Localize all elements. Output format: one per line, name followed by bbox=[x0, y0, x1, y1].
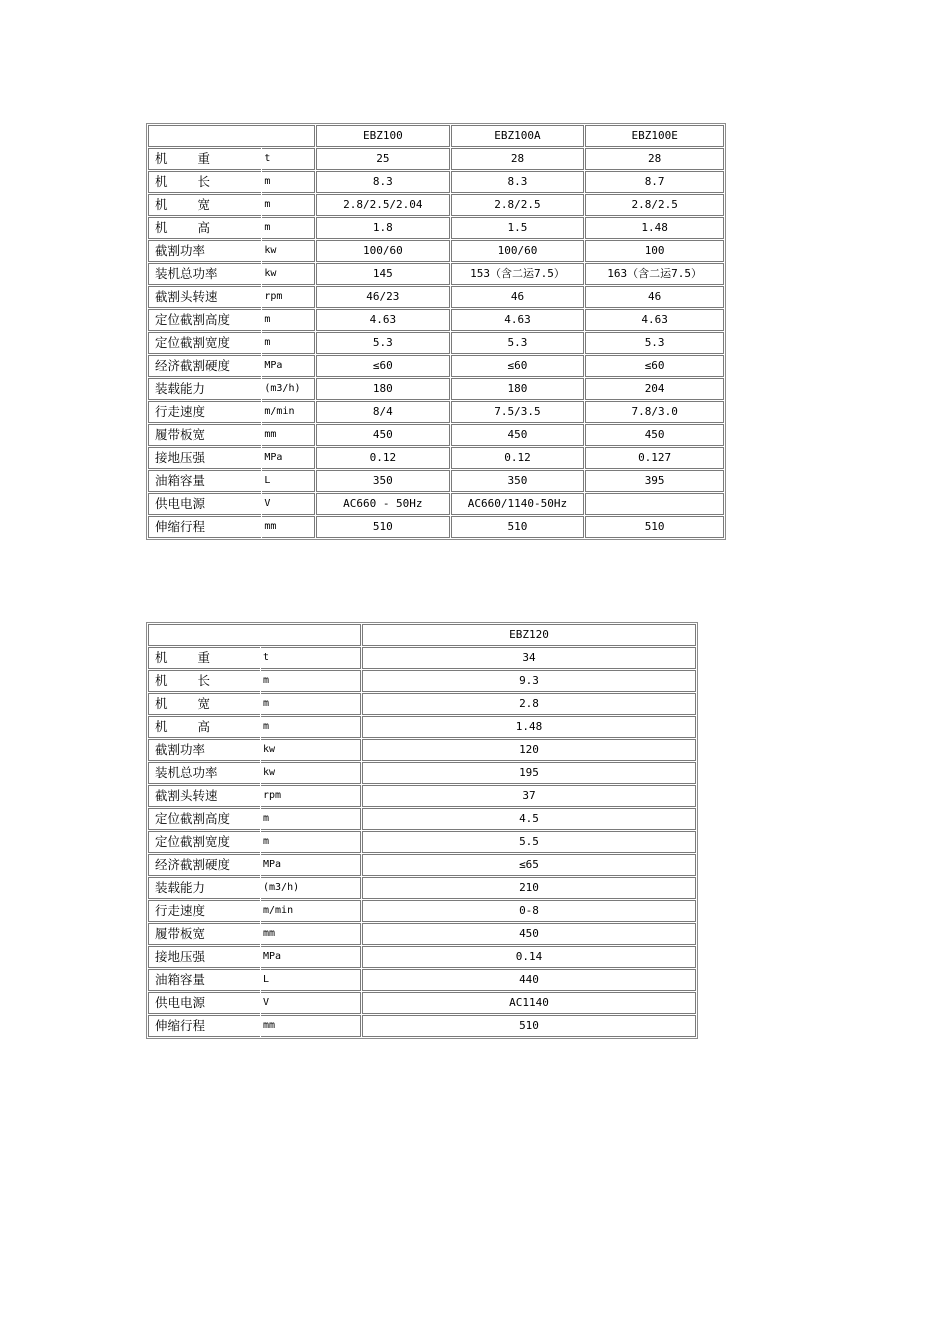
unit-label: m bbox=[262, 332, 315, 354]
unit-label: MPa bbox=[262, 447, 315, 469]
value-cell: 4.5 bbox=[362, 808, 696, 830]
unit-label: m bbox=[262, 171, 315, 193]
unit-label: m bbox=[261, 693, 361, 715]
model-header: EBZ100A bbox=[451, 125, 585, 147]
value-cell: AC660/1140-50Hz bbox=[451, 493, 585, 515]
value-cell: ≤60 bbox=[585, 355, 724, 377]
value-cell: AC660 - 50Hz bbox=[316, 493, 450, 515]
value-cell: 4.63 bbox=[316, 309, 450, 331]
unit-label: rpm bbox=[261, 785, 361, 807]
value-cell: 1.48 bbox=[585, 217, 724, 239]
parameter-label: 机 重 bbox=[148, 647, 260, 669]
value-cell: 153（含二运7.5） bbox=[451, 263, 585, 285]
value-cell: 0.14 bbox=[362, 946, 696, 968]
value-cell: 8.3 bbox=[316, 171, 450, 193]
table-row bbox=[148, 877, 696, 899]
table-row bbox=[148, 332, 724, 354]
unit-label: mm bbox=[262, 424, 315, 446]
unit-label: m bbox=[261, 831, 361, 853]
table-row bbox=[148, 716, 696, 738]
unit-label: mm bbox=[261, 923, 361, 945]
unit-label: m bbox=[262, 309, 315, 331]
value-cell: 46/23 bbox=[316, 286, 450, 308]
value-cell: 7.5/3.5 bbox=[451, 401, 585, 423]
unit-label: kw bbox=[261, 739, 361, 761]
table-row bbox=[148, 447, 724, 469]
unit-label: (m3/h) bbox=[261, 877, 361, 899]
parameter-label: 履带板宽 bbox=[148, 923, 260, 945]
value-cell: 8.3 bbox=[451, 171, 585, 193]
parameter-label: 供电电源 bbox=[148, 493, 261, 515]
value-cell: 7.8/3.0 bbox=[585, 401, 724, 423]
parameter-label: 经济截割硬度 bbox=[148, 854, 260, 876]
value-cell: ≤60 bbox=[451, 355, 585, 377]
unit-label: kw bbox=[262, 263, 315, 285]
value-cell: 450 bbox=[362, 923, 696, 945]
value-cell: 145 bbox=[316, 263, 450, 285]
value-cell: 163（含二运7.5） bbox=[585, 263, 724, 285]
table-row bbox=[148, 401, 724, 423]
parameter-label: 接地压强 bbox=[148, 447, 261, 469]
value-cell: 195 bbox=[362, 762, 696, 784]
table-row bbox=[148, 831, 696, 853]
spec-table-ebz100-series bbox=[146, 123, 726, 540]
header-row bbox=[148, 624, 696, 646]
value-cell: 2.8/2.5 bbox=[585, 194, 724, 216]
value-cell: AC1140 bbox=[362, 992, 696, 1014]
model-header: EBZ100E bbox=[585, 125, 724, 147]
value-cell: 1.5 bbox=[451, 217, 585, 239]
parameter-label: 接地压强 bbox=[148, 946, 260, 968]
unit-label: t bbox=[261, 647, 361, 669]
parameter-label: 履带板宽 bbox=[148, 424, 261, 446]
unit-label: m bbox=[261, 716, 361, 738]
value-cell: 350 bbox=[316, 470, 450, 492]
unit-label: m bbox=[261, 670, 361, 692]
value-cell: 395 bbox=[585, 470, 724, 492]
value-cell: 100 bbox=[585, 240, 724, 262]
parameter-label: 装机总功率 bbox=[148, 263, 261, 285]
unit-label: V bbox=[261, 992, 361, 1014]
value-cell: 4.63 bbox=[585, 309, 724, 331]
value-cell: ≤65 bbox=[362, 854, 696, 876]
value-cell: 5.5 bbox=[362, 831, 696, 853]
value-cell: ≤60 bbox=[316, 355, 450, 377]
unit-label: MPa bbox=[261, 854, 361, 876]
spec-table-body bbox=[148, 125, 724, 538]
parameter-label: 装载能力 bbox=[148, 877, 260, 899]
unit-label: L bbox=[261, 969, 361, 991]
value-cell: 0.127 bbox=[585, 447, 724, 469]
value-cell: 5.3 bbox=[451, 332, 585, 354]
table-row bbox=[148, 992, 696, 1014]
parameter-label: 伸缩行程 bbox=[148, 516, 261, 538]
table-row bbox=[148, 309, 724, 331]
header-row bbox=[148, 125, 724, 147]
table-row bbox=[148, 194, 724, 216]
parameter-label: 经济截割硬度 bbox=[148, 355, 261, 377]
table-row bbox=[148, 854, 696, 876]
table-row bbox=[148, 286, 724, 308]
unit-label: m bbox=[262, 217, 315, 239]
table-row bbox=[148, 946, 696, 968]
table-row bbox=[148, 808, 696, 830]
value-cell: 46 bbox=[585, 286, 724, 308]
table-row bbox=[148, 647, 696, 669]
spec-table-ebz120 bbox=[146, 622, 698, 1039]
parameter-label: 行走速度 bbox=[148, 401, 261, 423]
value-cell: 28 bbox=[451, 148, 585, 170]
model-header: EBZ100 bbox=[316, 125, 450, 147]
unit-label: m/min bbox=[261, 900, 361, 922]
corner-cell bbox=[148, 624, 361, 646]
parameter-label: 装载能力 bbox=[148, 378, 261, 400]
parameter-label: 机 长 bbox=[148, 171, 261, 193]
value-cell: 510 bbox=[362, 1015, 696, 1037]
parameter-label: 机 重 bbox=[148, 148, 261, 170]
table-row bbox=[148, 739, 696, 761]
table-row bbox=[148, 240, 724, 262]
unit-label: MPa bbox=[262, 355, 315, 377]
unit-label: m/min bbox=[262, 401, 315, 423]
parameter-label: 机 宽 bbox=[148, 693, 260, 715]
spec-table-body bbox=[148, 624, 696, 1037]
model-header: EBZ120 bbox=[362, 624, 696, 646]
value-cell: 0-8 bbox=[362, 900, 696, 922]
table-row bbox=[148, 424, 724, 446]
table-row bbox=[148, 493, 724, 515]
value-cell bbox=[585, 493, 724, 515]
parameter-label: 机 高 bbox=[148, 716, 260, 738]
parameter-label: 定位截割高度 bbox=[148, 808, 260, 830]
unit-label: m bbox=[262, 194, 315, 216]
value-cell: 2.8/2.5/2.04 bbox=[316, 194, 450, 216]
unit-label: t bbox=[262, 148, 315, 170]
table-row bbox=[148, 470, 724, 492]
value-cell: 5.3 bbox=[585, 332, 724, 354]
value-cell: 210 bbox=[362, 877, 696, 899]
value-cell: 1.48 bbox=[362, 716, 696, 738]
value-cell: 2.8 bbox=[362, 693, 696, 715]
parameter-label: 行走速度 bbox=[148, 900, 260, 922]
value-cell: 204 bbox=[585, 378, 724, 400]
table-row bbox=[148, 378, 724, 400]
table-row bbox=[148, 1015, 696, 1037]
value-cell: 180 bbox=[451, 378, 585, 400]
parameter-label: 供电电源 bbox=[148, 992, 260, 1014]
value-cell: 180 bbox=[316, 378, 450, 400]
value-cell: 8/4 bbox=[316, 401, 450, 423]
value-cell: 450 bbox=[585, 424, 724, 446]
table-row bbox=[148, 762, 696, 784]
value-cell: 510 bbox=[451, 516, 585, 538]
unit-label: L bbox=[262, 470, 315, 492]
value-cell: 28 bbox=[585, 148, 724, 170]
value-cell: 8.7 bbox=[585, 171, 724, 193]
value-cell: 100/60 bbox=[451, 240, 585, 262]
parameter-label: 截割头转速 bbox=[148, 286, 261, 308]
parameter-label: 截割功率 bbox=[148, 240, 261, 262]
unit-label: m bbox=[261, 808, 361, 830]
unit-label: V bbox=[262, 493, 315, 515]
value-cell: 4.63 bbox=[451, 309, 585, 331]
unit-label: MPa bbox=[261, 946, 361, 968]
table-row bbox=[148, 355, 724, 377]
table-row bbox=[148, 785, 696, 807]
value-cell: 510 bbox=[585, 516, 724, 538]
parameter-label: 定位截割宽度 bbox=[148, 332, 261, 354]
value-cell: 2.8/2.5 bbox=[451, 194, 585, 216]
parameter-label: 机 长 bbox=[148, 670, 260, 692]
unit-label: rpm bbox=[262, 286, 315, 308]
parameter-label: 定位截割宽度 bbox=[148, 831, 260, 853]
corner-cell bbox=[148, 125, 315, 147]
table-row bbox=[148, 693, 696, 715]
table-row bbox=[148, 263, 724, 285]
table-row bbox=[148, 148, 724, 170]
table-row bbox=[148, 670, 696, 692]
unit-label: (m3/h) bbox=[262, 378, 315, 400]
parameter-label: 油箱容量 bbox=[148, 969, 260, 991]
parameter-label: 机 宽 bbox=[148, 194, 261, 216]
table-row bbox=[148, 923, 696, 945]
table-row bbox=[148, 900, 696, 922]
unit-label: kw bbox=[261, 762, 361, 784]
table-row bbox=[148, 217, 724, 239]
unit-label: mm bbox=[262, 516, 315, 538]
value-cell: 25 bbox=[316, 148, 450, 170]
value-cell: 1.8 bbox=[316, 217, 450, 239]
value-cell: 120 bbox=[362, 739, 696, 761]
parameter-label: 机 高 bbox=[148, 217, 261, 239]
value-cell: 440 bbox=[362, 969, 696, 991]
parameter-label: 油箱容量 bbox=[148, 470, 261, 492]
table-row bbox=[148, 969, 696, 991]
value-cell: 34 bbox=[362, 647, 696, 669]
value-cell: 37 bbox=[362, 785, 696, 807]
parameter-label: 定位截割高度 bbox=[148, 309, 261, 331]
parameter-label: 截割头转速 bbox=[148, 785, 260, 807]
value-cell: 450 bbox=[316, 424, 450, 446]
table-row bbox=[148, 171, 724, 193]
parameter-label: 装机总功率 bbox=[148, 762, 260, 784]
parameter-label: 伸缩行程 bbox=[148, 1015, 260, 1037]
unit-label: mm bbox=[261, 1015, 361, 1037]
value-cell: 0.12 bbox=[451, 447, 585, 469]
value-cell: 9.3 bbox=[362, 670, 696, 692]
value-cell: 0.12 bbox=[316, 447, 450, 469]
value-cell: 100/60 bbox=[316, 240, 450, 262]
value-cell: 5.3 bbox=[316, 332, 450, 354]
table-row bbox=[148, 516, 724, 538]
value-cell: 46 bbox=[451, 286, 585, 308]
parameter-label: 截割功率 bbox=[148, 739, 260, 761]
unit-label: kw bbox=[262, 240, 315, 262]
value-cell: 510 bbox=[316, 516, 450, 538]
value-cell: 350 bbox=[451, 470, 585, 492]
value-cell: 450 bbox=[451, 424, 585, 446]
